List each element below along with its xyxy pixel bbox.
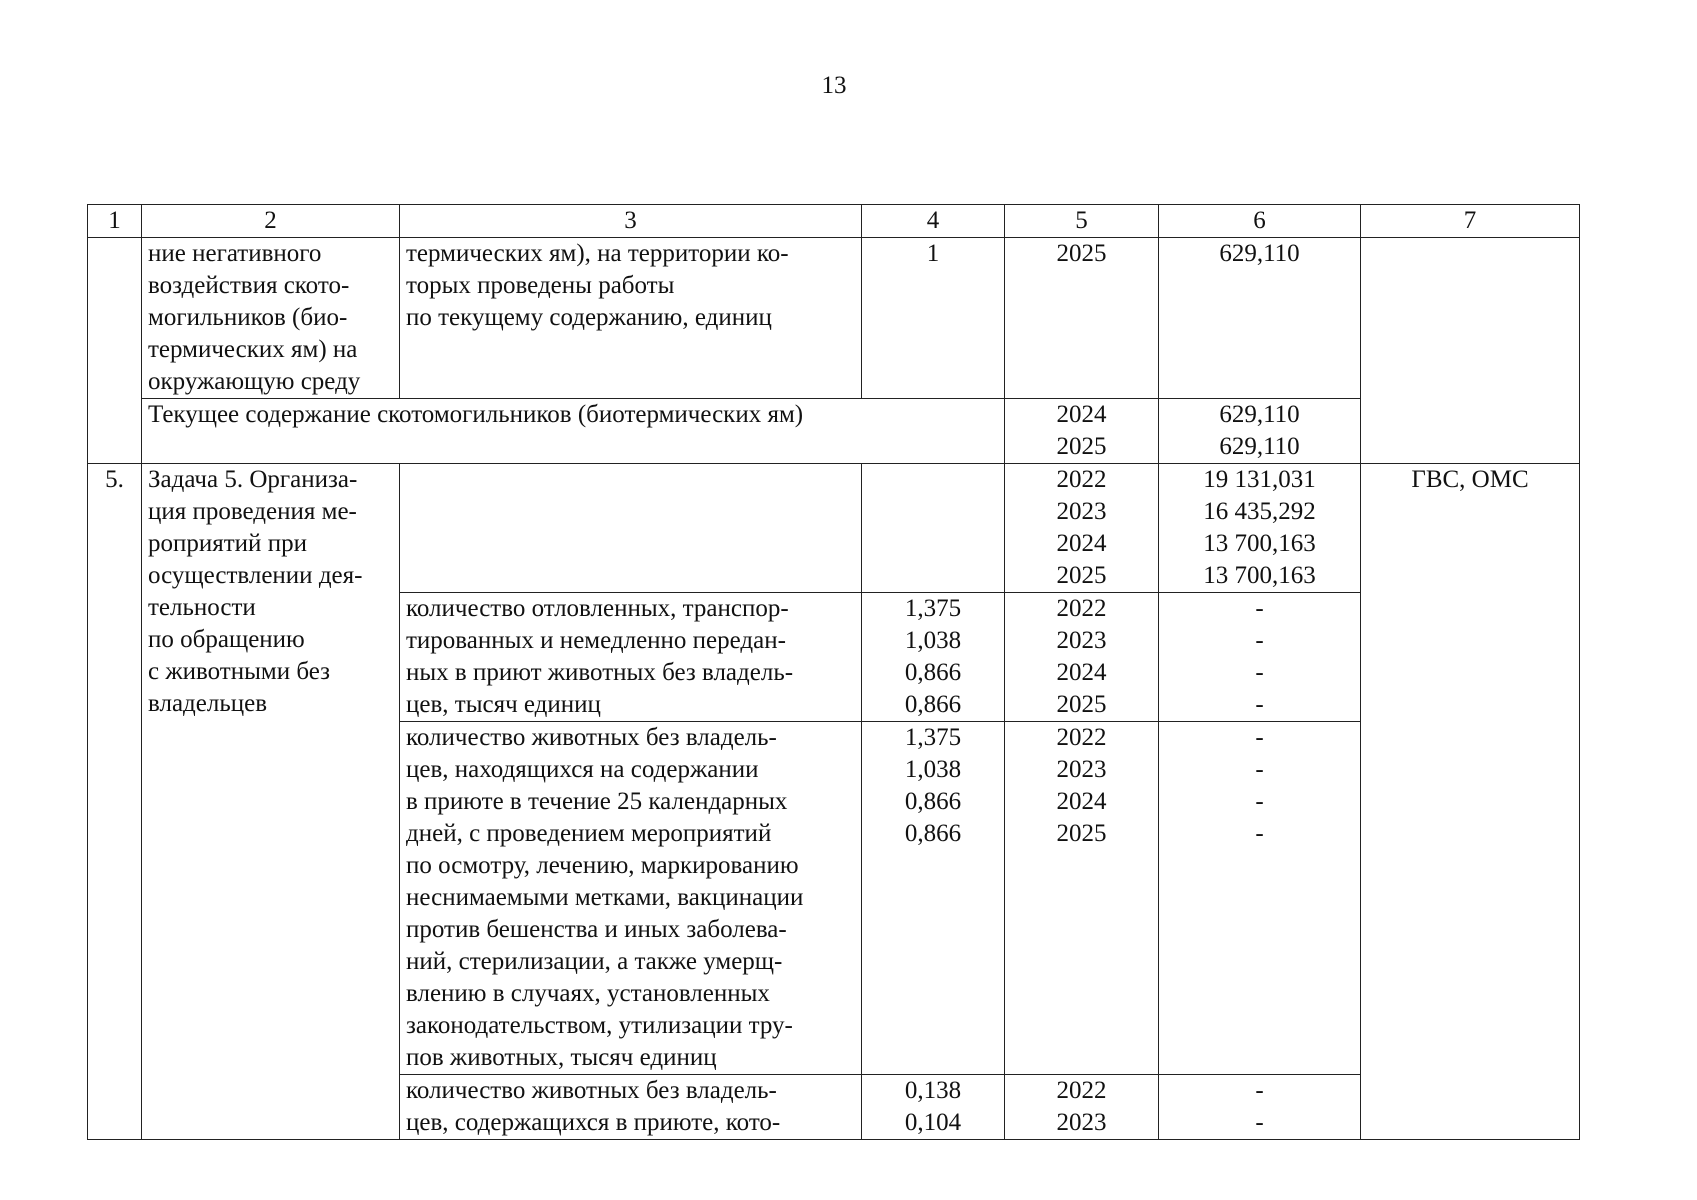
indicator-amounts [1159,593,1361,722]
indicator-value: 0,866 [904,820,962,847]
header-col-5: 5 [1005,205,1159,238]
indicator-amount: - [1255,1109,1264,1136]
indicator-year: 2023 [1056,1109,1107,1136]
indicator-amount: - [1255,788,1264,815]
funding-year: 2024 [1056,530,1107,557]
funding-amount: 13 700,163 [1203,530,1316,557]
indicator-amounts [1159,722,1361,1075]
funding-amount: 13 700,163 [1203,562,1316,589]
header-col-4: 4 [862,205,1005,238]
indicator-year: 2024 [1056,788,1107,815]
maintenance-amount: 629,110 [1219,433,1300,460]
continuation-row [88,238,1580,399]
indicator-amount: - [1255,756,1264,783]
indicator-years [1005,1075,1159,1140]
indicator-year: 2024 [1056,659,1107,686]
maintenance-year: 2025 [1056,433,1107,460]
indicator-value: 0,866 [904,691,962,718]
header-col-7: 7 [1361,205,1580,238]
task5-funding-years [1005,464,1159,593]
task5-title: Задача 5. Организа- ция проведения ме- роприятий при осуществлении дея- тельности по обращению с животными без владельцев [142,464,400,1140]
task5-funding-amounts [1159,464,1361,593]
task5-funding-target-empty [862,464,1005,593]
indicator-amount: - [1255,691,1264,718]
indicator-year: 2023 [1056,627,1107,654]
indicator-value: 1,375 [904,595,962,622]
indicator-year: 2025 [1056,691,1107,718]
indicator-value: 1,038 [904,756,962,783]
continuation-indicator-text: термических ям), на территории ко- торых проведены работы по текущему содержанию, единиц [400,238,862,399]
indicator-year: 2022 [1056,595,1107,622]
program-table [87,204,1580,1140]
indicator-year: 2022 [1056,724,1107,751]
indicator-value: 0,138 [904,1077,962,1104]
maintenance-year: 2024 [1056,401,1107,428]
task5-executors: ГВС, ОМС [1361,464,1580,1140]
header-row [88,205,1580,238]
indicator-value: 0,866 [904,788,962,815]
indicator-amount: - [1255,820,1264,847]
indicator-year: 2022 [1056,1077,1107,1104]
indicator-values [862,722,1005,1075]
indicator-amount: - [1255,724,1264,751]
indicator-years [1005,593,1159,722]
maintenance-amounts [1159,399,1361,464]
indicator-year: 2023 [1056,756,1107,783]
indicator-text: количество животных без владель- цев, находящихся на содержании в приюте в течение 25 календарных дней, с проведением мероприятий по осмотру, лечению, маркированию неснимаемыми метками, вакцинации против бешенства и иных заболева- ний, стерилизации, а также умерщ- влению в случаях, установленных законодательством, утилизации тру- пов животных, тысяч единиц [400,722,862,1075]
maintenance-amount: 629,110 [1219,401,1300,428]
funding-amount: 16 435,292 [1203,498,1316,525]
indicator-text: количество отловленных, транспор- тированных и немедленно передан- ных в приют животных без владель- цев, тысяч единиц [400,593,862,722]
continuation-year: 2025 [1005,238,1159,399]
continuation-task-text: ние негативного воздействия ското- могильников (био- термических ям) на окружающую среду [142,238,400,399]
indicator-values [862,1075,1005,1140]
maintenance-label: Текущее содержание скотомогильников (биотермических ям) [142,399,1005,464]
task5-funding-row [88,464,1580,593]
indicator-year: 2025 [1056,820,1107,847]
indicator-years [1005,722,1159,1075]
task5-funding-indicator-empty [400,464,862,593]
funding-year: 2023 [1056,498,1107,525]
continuation-executors-cell [1361,238,1580,464]
maintenance-years [1005,399,1159,464]
continuation-amount: 629,110 [1159,238,1361,399]
indicator-amount: - [1255,595,1264,622]
continuation-num-cell [88,238,142,464]
funding-year: 2025 [1056,562,1107,589]
indicator-value: 1,038 [904,627,962,654]
funding-year: 2022 [1056,466,1107,493]
indicator-amounts [1159,1075,1361,1140]
maintenance-row [88,399,1580,464]
indicator-amount: - [1255,659,1264,686]
indicator-values [862,593,1005,722]
header-col-6: 6 [1159,205,1361,238]
indicator-text: количество животных без владель- цев, содержащихся в приюте, кото- [400,1075,862,1140]
indicator-value: 1,375 [904,724,962,751]
task5-number: 5. [88,464,142,1140]
indicator-amount: - [1255,627,1264,654]
indicator-value: 0,104 [904,1109,962,1136]
header-col-3: 3 [400,205,862,238]
page-number: 13 [821,72,847,99]
indicator-amount: - [1255,1077,1264,1104]
header-col-2: 2 [142,205,400,238]
continuation-target-value: 1 [862,238,1005,399]
header-col-1: 1 [88,205,142,238]
indicator-value: 0,866 [904,659,962,686]
funding-amount: 19 131,031 [1203,466,1316,493]
